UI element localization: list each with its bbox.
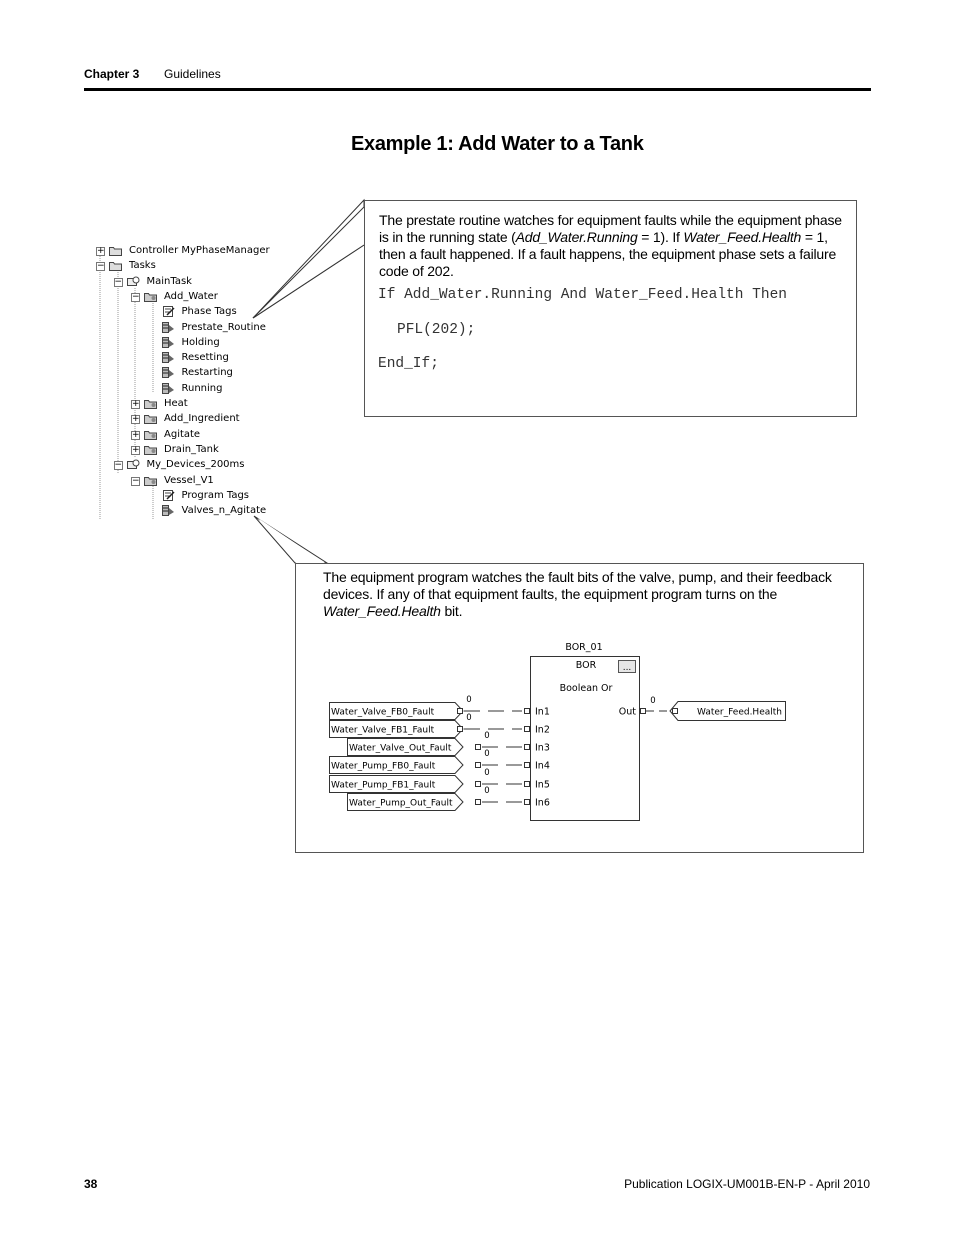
input-tag-label: Water_Valve_FB0_Fault — [331, 707, 435, 718]
tree-expander-icon[interactable]: + — [132, 414, 140, 425]
input-value: 0 — [466, 713, 472, 723]
tree-item-label[interactable]: Resetting — [181, 352, 229, 364]
tree-expander-icon[interactable]: + — [132, 429, 140, 440]
tree-item-label[interactable]: Restarting — [181, 367, 233, 379]
input-value: 0 — [466, 695, 472, 705]
block-tag-label: BOR_01 — [565, 642, 603, 653]
tree-item-label[interactable]: Heat — [164, 398, 188, 409]
tree-item-label[interactable]: Program Tags — [181, 489, 250, 501]
equipment-description: The equipment program watches the fault bits of the valve, pump, and their feedback devices. If any of that equipment faults, the equipment program turns on the Water_Feed.Health bit. — [323, 569, 832, 619]
pin-square — [673, 709, 678, 714]
block-input-label: In5 — [535, 779, 550, 791]
output-tag-label: Water_Feed.Health — [697, 707, 782, 718]
tree-item-label[interactable]: Holding — [181, 336, 220, 348]
prestate-description: The prestate routine watches for equipment faults while the equipment phase is in the running state (Add_Water.Running = 1). If Water_Feed.Health = 1, then a fault happened. If a fault happens, the equipment phase sets a failure code of 202. — [379, 212, 842, 279]
code-line-if: If Add_Water.Running And Water_Feed.Health Then — [378, 287, 787, 303]
tree-expander-icon[interactable]: + — [132, 444, 140, 455]
chapter-label: Chapter 3 — [84, 67, 140, 81]
input-value: 0 — [484, 749, 490, 759]
page-heading: Example 1: Add Water to a Tank — [351, 133, 644, 155]
publication-info: Publication LOGIX-UM001B-EN-P - April 2010 — [624, 1177, 870, 1191]
tree-item-label[interactable]: Tasks — [129, 260, 156, 272]
input-tag-label: Water_Pump_FB1_Fault — [331, 780, 436, 791]
input-tag-label: Water_Pump_Out_Fault — [349, 798, 453, 809]
block-description: Boolean Or — [559, 683, 613, 694]
block-output-pin — [641, 709, 646, 714]
tree-item-label[interactable]: MainTask — [146, 275, 192, 287]
tree-item-label[interactable]: Prestate_Routine — [181, 321, 266, 333]
chapter-title: Guidelines — [164, 67, 221, 81]
input-tag-label: Water_Valve_FB1_Fault — [331, 725, 435, 736]
block-input-label: In6 — [535, 797, 550, 809]
tree-item-label[interactable]: Valves_n_Agitate — [181, 505, 267, 517]
tree-expander-icon[interactable]: + — [97, 246, 105, 256]
pin-square — [476, 800, 481, 805]
tree-item-label[interactable]: Controller MyPhaseManager — [129, 245, 270, 256]
input-tag-label: Water_Pump_FB0_Fault — [331, 761, 436, 772]
tree-expander-icon[interactable]: − — [132, 291, 140, 302]
code-line-endif: End_If; — [378, 356, 439, 372]
tree-expander-icon[interactable]: − — [114, 276, 123, 287]
input-value: 0 — [484, 731, 490, 741]
page-number: 38 — [84, 1177, 98, 1191]
code-line-pfl: PFL(202); — [397, 322, 476, 338]
output-value: 0 — [650, 696, 656, 706]
block-input-pin — [525, 782, 530, 787]
tree-expander-icon[interactable]: + — [132, 399, 140, 409]
tree-item-label[interactable]: Add_Ingredient — [164, 413, 240, 425]
block-input-pin — [525, 709, 530, 714]
pin-square — [476, 745, 481, 750]
input-tag-label: Water_Valve_Out_Fault — [349, 743, 452, 754]
block-input-label: In1 — [535, 706, 550, 718]
block-type-label: BOR — [575, 660, 597, 671]
tree-expander-icon[interactable]: − — [114, 460, 123, 471]
block-input-label: In3 — [535, 742, 550, 754]
input-value: 0 — [484, 786, 490, 796]
tree-item-label[interactable]: Add_Water — [164, 290, 218, 302]
block-input-pin — [525, 763, 530, 768]
tree-expander-icon[interactable]: − — [132, 475, 140, 486]
pin-square — [476, 763, 481, 768]
block-input-pin — [525, 727, 530, 732]
config-button-label: ... — [622, 663, 632, 673]
tree-item-label[interactable]: Drain_Tank — [164, 443, 219, 455]
bor-block — [531, 657, 640, 821]
pin-square — [458, 709, 463, 714]
pin-square — [476, 782, 481, 787]
tree-item-label[interactable]: Vessel_V1 — [164, 474, 214, 486]
tree-item-label[interactable]: Running — [181, 382, 223, 394]
block-input-pin — [525, 745, 530, 750]
tree-item-label[interactable]: My_Devices_200ms — [146, 459, 245, 471]
tree-item-label[interactable]: Phase Tags — [181, 306, 237, 318]
input-value: 0 — [484, 768, 490, 778]
block-output-label: Out — [618, 706, 636, 718]
tree-expander-icon[interactable]: − — [97, 261, 105, 272]
block-input-label: In2 — [535, 724, 550, 736]
block-input-label: In4 — [535, 760, 550, 772]
tree-item-label[interactable]: Agitate — [164, 428, 201, 440]
pin-square — [458, 727, 463, 732]
block-input-pin — [525, 800, 530, 805]
